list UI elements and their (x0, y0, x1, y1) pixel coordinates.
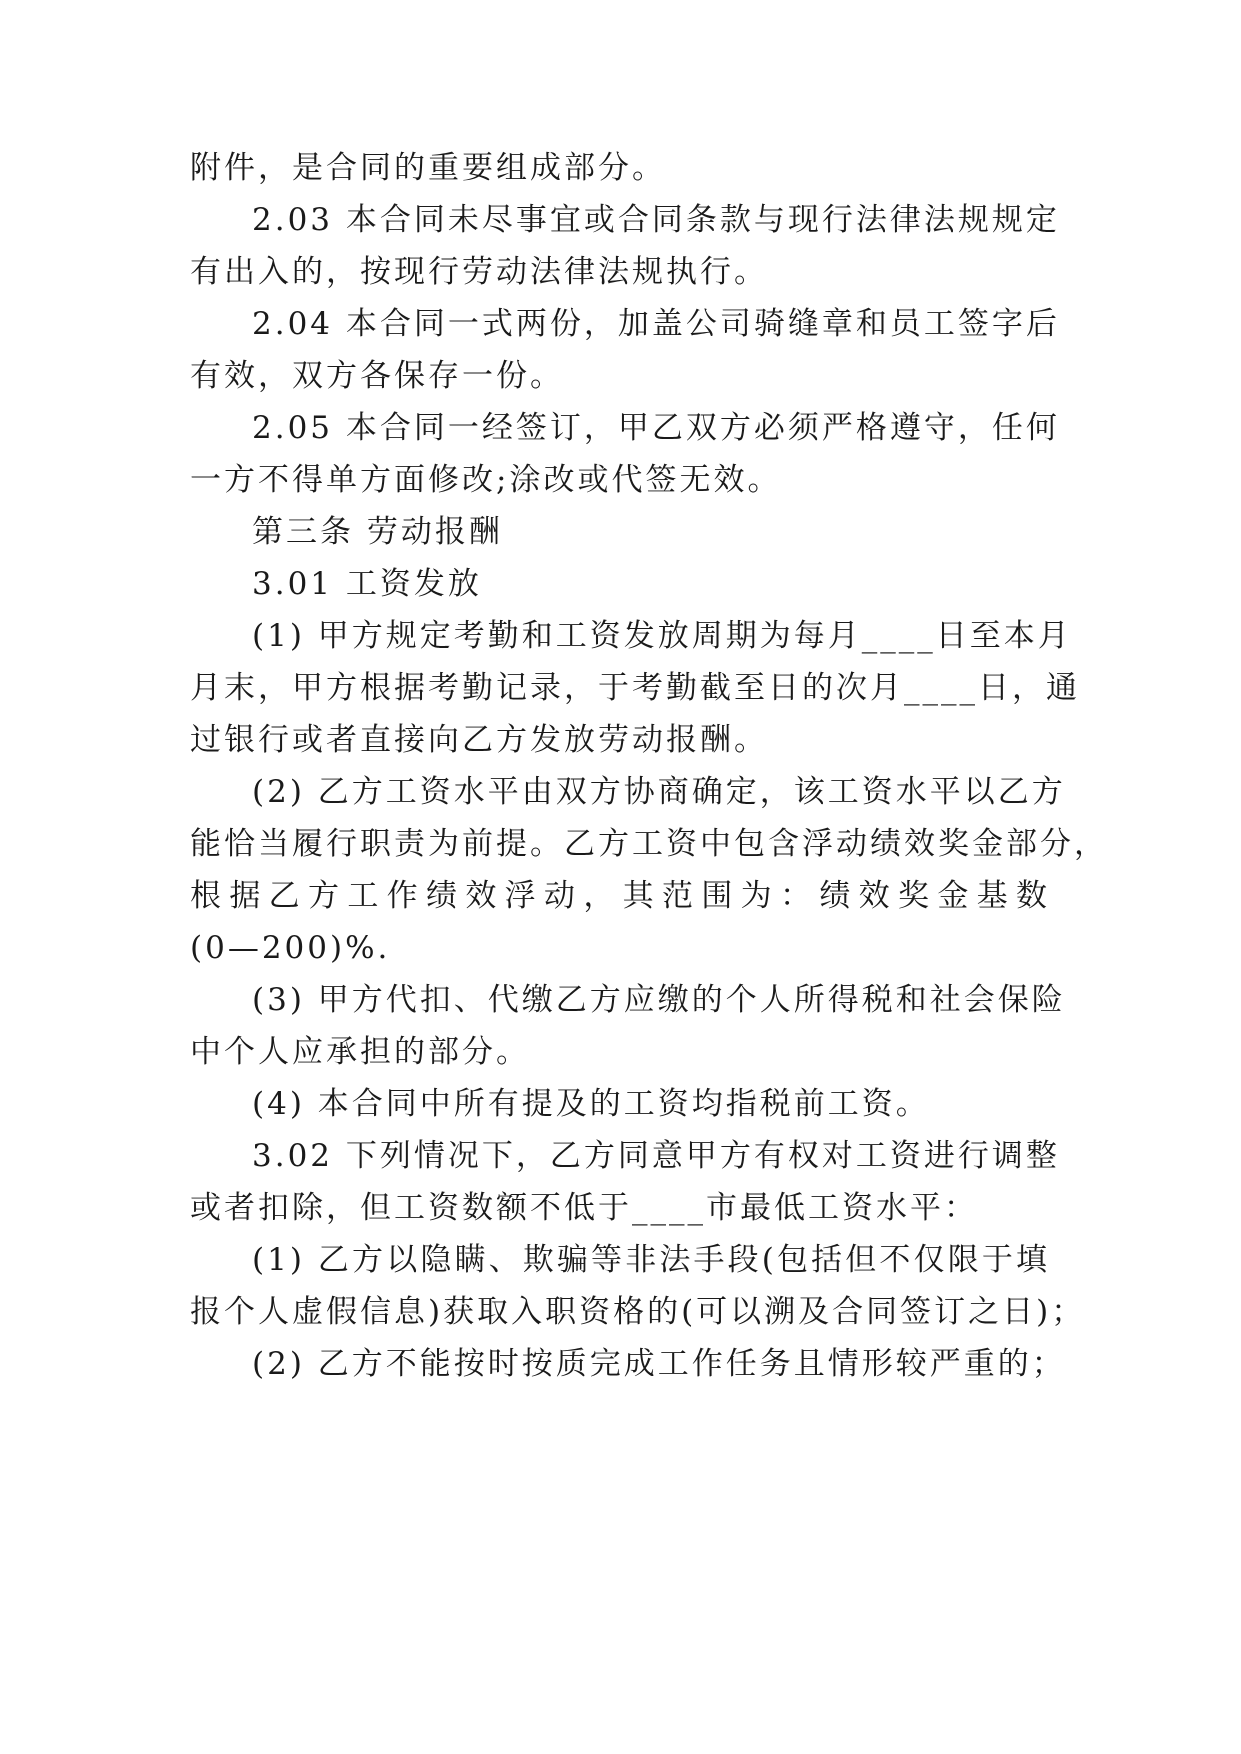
text-line: 月末，甲方根据考勤记录，于考勤截至日的次月____日，通 (190, 670, 1080, 706)
clause-3-01: 3.01 工资发放 (252, 566, 482, 602)
section-heading: 第三条 劳动报酬 (252, 514, 503, 550)
sub-item-2: (2) 乙方不能按时按质完成工作任务且情形较严重的； (252, 1346, 1066, 1382)
clause-2-03: 2.03 本合同未尽事宜或合同条款与现行法律法规规定 (252, 202, 1060, 238)
text-line: 有出入的，按现行劳动法律法规执行。 (190, 254, 768, 290)
item-1: (1) 甲方规定考勤和工资发放周期为每月____日至本月 (252, 618, 1072, 654)
item-3: (3) 甲方代扣、代缴乙方应缴的个人所得税和社会保险 (252, 982, 1066, 1018)
text-line: 根据乙方工作绩效浮动，其范围为：绩效奖金基数 (190, 878, 1050, 914)
text-line: (0—200)%. (190, 930, 391, 966)
text-line: 中个人应承担的部分。 (190, 1034, 530, 1070)
text-line: 或者扣除，但工资数额不低于____市最低工资水平： (190, 1190, 978, 1226)
clause-3-02: 3.02 下列情况下，乙方同意甲方有权对工资进行调整 (252, 1138, 1060, 1174)
clause-2-04: 2.04 本合同一式两份，加盖公司骑缝章和员工签字后 (252, 306, 1060, 342)
text-line: 有效，双方各保存一份。 (190, 358, 564, 394)
sub-item-1: (1) 乙方以隐瞒、欺骗等非法手段(包括但不仅限于填 (252, 1242, 1050, 1278)
clause-2-05: 2.05 本合同一经签订，甲乙双方必须严格遵守，任何 (252, 410, 1060, 446)
text-line: 一方不得单方面修改;涂改或代签无效。 (190, 462, 782, 498)
text-line: 报个人虚假信息)获取入职资格的(可以溯及合同签订之日)； (190, 1294, 1086, 1330)
item-2: (2) 乙方工资水平由双方协商确定，该工资水平以乙方 (252, 774, 1066, 810)
text-line: 能恰当履行职责为前提。乙方工资中包含浮动绩效奖金部分， (190, 826, 1108, 862)
text-line: 附件，是合同的重要组成部分。 (190, 150, 666, 186)
item-4: (4) 本合同中所有提及的工资均指税前工资。 (252, 1086, 930, 1122)
text-line: 过银行或者直接向乙方发放劳动报酬。 (190, 722, 768, 758)
